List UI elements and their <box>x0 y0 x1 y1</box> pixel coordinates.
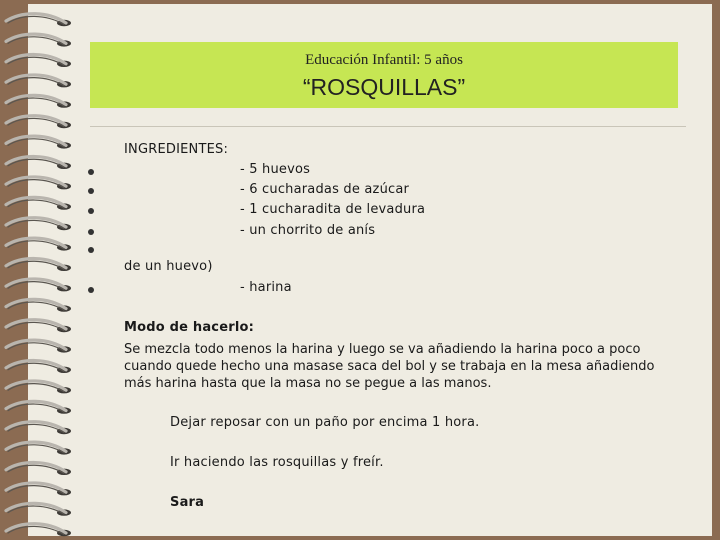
binding-ring <box>6 95 71 107</box>
ingredients-heading: INGREDIENTES: <box>124 142 229 157</box>
binding-ring <box>6 299 71 311</box>
binding-ring <box>6 401 71 413</box>
binding-ring <box>6 524 71 536</box>
binding-ring <box>6 340 71 352</box>
binding-ring <box>6 218 71 230</box>
binding-ring <box>6 177 71 189</box>
binding-ring <box>6 259 71 271</box>
binding-ring <box>6 75 71 87</box>
binding-ring <box>6 320 71 332</box>
bullet <box>88 247 94 253</box>
divider <box>90 126 686 127</box>
binding-ring <box>6 14 71 26</box>
method-step: Dejar reposar con un paño por encima 1 hora. <box>170 415 480 430</box>
bullet <box>88 188 94 194</box>
binding-ring <box>6 197 71 209</box>
bullet <box>88 287 94 293</box>
method-text: Se mezcla todo menos la harina y luego se va añadiendo la harina poco a poco cuando quede hecho una masase saca del bol y se trabaja en la mesa añadiendo más harina hasta que la masa no se pegue a las manos. <box>124 342 655 391</box>
page-subtitle: Educación Infantil: 5 años <box>305 52 463 68</box>
binding-ring <box>6 483 71 495</box>
binding-ring <box>6 503 71 515</box>
ingredient-wrap-text: de un huevo) <box>124 259 213 274</box>
binding-ring <box>6 279 71 291</box>
method-step: Ir haciendo las rosquillas y freír. <box>170 455 384 470</box>
author-name: Sara <box>170 495 205 510</box>
bullet <box>88 208 94 214</box>
binding-ring <box>6 463 71 475</box>
title-banner <box>90 42 678 108</box>
binding-ring <box>6 381 71 393</box>
binding-ring <box>6 238 71 250</box>
page-title: “ROSQUILLAS” <box>302 74 466 100</box>
binding-ring <box>6 116 71 128</box>
binding-ring <box>6 422 71 434</box>
binding-ring <box>6 34 71 46</box>
bullet <box>88 229 94 235</box>
binding-ring <box>6 157 71 169</box>
bullet <box>88 169 94 175</box>
ingredient-item: - 1 cucharadita de levadura <box>240 202 426 217</box>
method-heading: Modo de hacerlo: <box>124 320 255 335</box>
ingredient-item: - harina <box>240 280 292 295</box>
binding-ring <box>6 55 71 67</box>
spiral-binding <box>0 0 90 540</box>
ingredient-item: - 5 huevos <box>240 162 311 177</box>
binding-ring <box>6 361 71 373</box>
ingredient-item: - 6 cucharadas de azúcar <box>240 182 410 197</box>
binding-ring <box>6 136 71 148</box>
ingredient-item: - un chorrito de anís <box>240 223 376 238</box>
binding-ring <box>6 442 71 454</box>
